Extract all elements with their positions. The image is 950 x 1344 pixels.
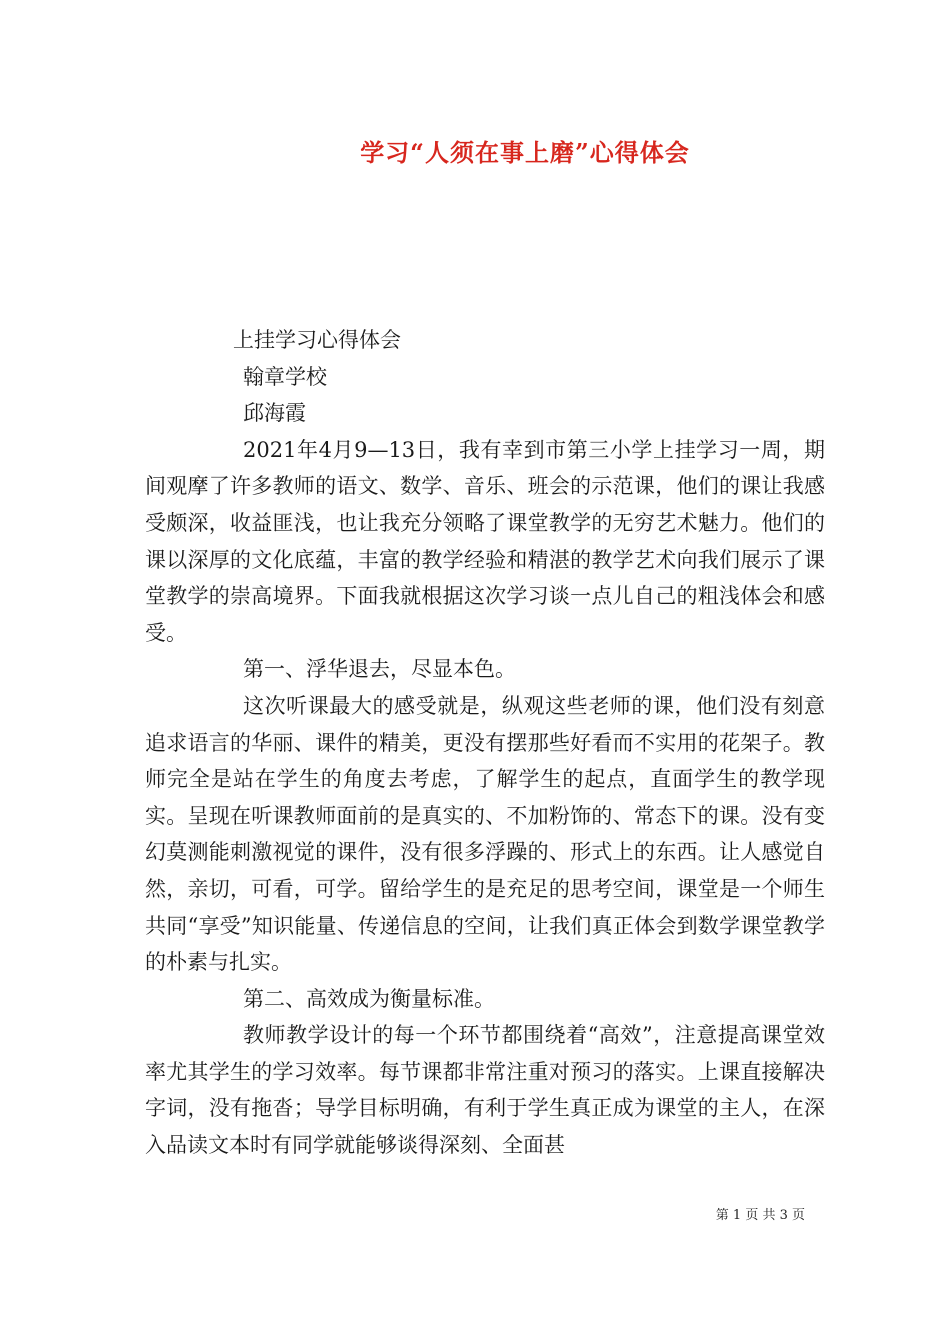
document-title: 学习“人须在事上磨”心得体会 (360, 138, 690, 167)
school-name: 翰章学校 (243, 364, 327, 389)
section-heading: 第二、高效成为衡量标准。 (243, 986, 495, 1011)
document-subtitle: 上挂学习心得体会 (233, 328, 401, 352)
author-name: 邱海霞 (243, 401, 306, 426)
paragraph: 2021年4月9—13日，我有幸到市第三小学上挂学习一周，期间观摩了许多教师的语文、数学、音乐、班会的示范课，他们的课让我感受颇深，收益匪浅，也让我充分领略了课堂教学的无穷艺术魅力。他们的课以深厚的文化底蕴，丰富的教学经验和精湛的教学艺术向我们展示了课堂教学的崇高境界。下面我就根据这次学习谈一点儿自己的粗浅体会和感受。 (145, 437, 825, 645)
page-number: 第 1 页 共 3 页 (715, 1208, 805, 1223)
paragraph: 教师教学设计的每一个环节都围绕着“高效”，注意提高课堂效率尤其学生的学习效率。每节课都非常注重对预习的落实。上课直接解决字词，没有拖沓；导学目标明确，有利于学生真正成为课堂的主人，在深入品读文本时有同学就能够谈得深刻、全面甚 (145, 1023, 825, 1158)
paragraph: 这次听课最大的感受就是，纵观这些老师的课，他们没有刻意追求语言的华丽、课件的精美，更没有摆那些好看而不实用的花架子。教师完全是站在学生的角度去考虑，了解学生的起点，直面学生的教学现实。呈现在听课教师面前的是真实的、不加粉饰的、常态下的课。没有变幻莫测能刺激视觉的课件，没有很多浮躁的、形式上的东西。让人感觉自然，亲切，可看，可学。留给学生的是充足的思考空间，课堂是一个师生共同“享受”知识能量、传递信息的空间，让我们真正体会到数学课堂教学的朴素与扎实。 (145, 693, 825, 975)
document-body (145, 322, 825, 1164)
section-heading: 第一、浮华退去，尽显本色。 (243, 657, 516, 682)
